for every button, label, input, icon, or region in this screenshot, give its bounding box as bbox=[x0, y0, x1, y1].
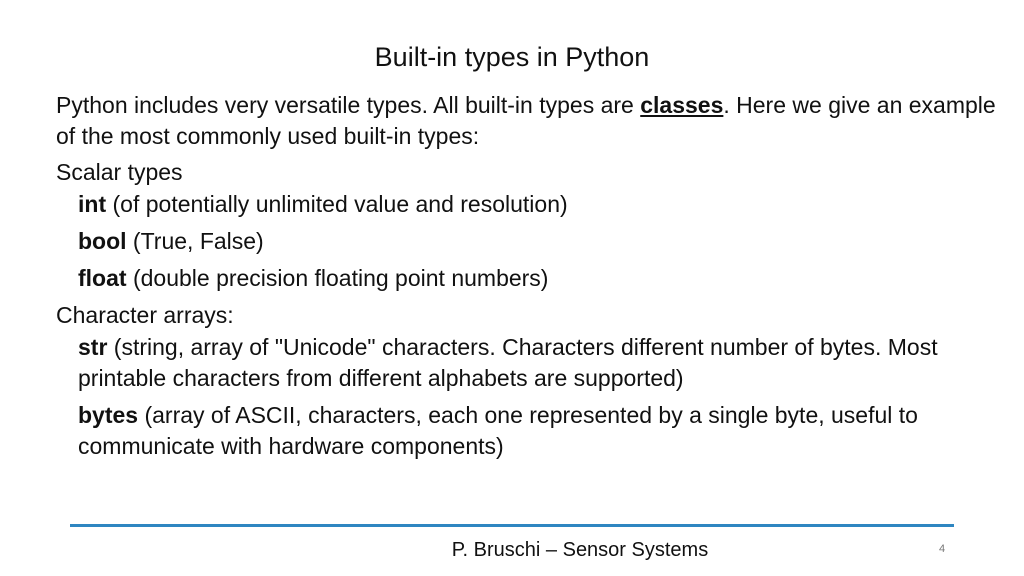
type-keyword: bool bbox=[78, 228, 127, 254]
intro-paragraph bbox=[56, 90, 1006, 152]
type-keyword: int bbox=[78, 191, 107, 217]
type-keyword: bytes bbox=[78, 402, 139, 428]
slide-title: Built-in types in Python bbox=[374, 42, 650, 72]
type-description: (array of ASCII, characters, each one represented by a single byte, useful to communicate with hardware components) bbox=[78, 402, 918, 459]
slide-body bbox=[56, 90, 1006, 468]
character-arrays-heading: Character arrays: bbox=[56, 302, 234, 328]
intro-text-before: Python includes very versatile types. All built-in types are bbox=[56, 92, 641, 118]
type-item-int bbox=[78, 189, 1006, 220]
page-number: 4 bbox=[938, 543, 946, 555]
type-description: (string, array of "Unicode" characters. Characters different number of bytes. Most printable characters from different alphabets are supported) bbox=[78, 334, 938, 391]
intro-keyword-classes: classes bbox=[640, 92, 724, 118]
type-keyword: str bbox=[78, 334, 108, 360]
type-description: (double precision floating point numbers) bbox=[126, 265, 549, 291]
type-keyword: float bbox=[78, 265, 127, 291]
footer-divider bbox=[70, 524, 954, 527]
scalar-types-heading: Scalar types bbox=[56, 159, 183, 185]
intro-text-after: . Here we give an example of the most commonly used built-in types: bbox=[56, 92, 996, 149]
type-item-bytes bbox=[78, 400, 1006, 462]
type-description: (True, False) bbox=[126, 228, 264, 254]
type-description: (of potentially unlimited value and resolution) bbox=[106, 191, 568, 217]
type-item-float bbox=[78, 263, 1006, 294]
type-item-str bbox=[78, 332, 1006, 394]
footer-text: P. Bruschi – Sensor Systems bbox=[451, 539, 709, 561]
type-item-bool bbox=[78, 226, 1006, 257]
